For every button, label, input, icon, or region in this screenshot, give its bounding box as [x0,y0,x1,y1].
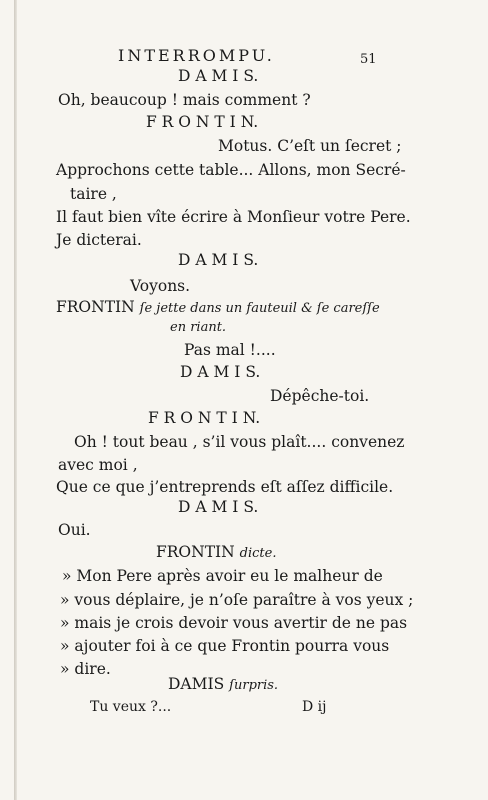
dialogue-line: Dépêche-toi. [270,387,370,405]
speaker-damis: D A M I S. [178,67,259,85]
speaker-damis: D A M I S. [180,363,261,381]
running-title: INTERROMPU. [118,46,275,65]
dialogue-line: Il faut bien vîte écrire à Monſieur votre Pere. [56,208,411,226]
dialogue-line: avec moi , [58,456,138,474]
dialogue-line: Que ce que j’entreprends eſt aſſez difficile. [56,478,394,496]
speaker-damis: DAMIS [168,675,225,693]
dialogue-line: Tu veux ?... [90,699,172,715]
dialogue-line: Pas mal !.... [184,341,276,359]
stage-direction [168,674,278,696]
page-number: 51 [360,52,377,67]
stage-direction-text: ſurpris. [229,678,279,693]
dialogue-line: taire , [70,185,117,203]
dialogue-line: Oh ! tout beau , s’il vous plaît.... convenez [74,433,405,451]
quoted-line: » dire. [60,660,111,678]
stage-direction [156,542,276,564]
speaker-damis: D A M I S. [178,251,259,269]
speaker-frontin: FRONTIN [156,543,235,561]
quoted-line: » Mon Pere après avoir eu le malheur de [62,567,383,585]
stage-direction [56,297,380,319]
quoted-line: » ajouter foi à ce que Frontin pourra vous [60,637,390,655]
dialogue-line: Je dicterai. [56,231,142,249]
quoted-line: » mais je crois devoir vous avertir de ne pas [60,614,408,632]
speaker-frontin: F R O N T I N. [148,409,261,427]
dialogue-line: Approchons cette table... Allons, mon Secré- [56,161,406,179]
dialogue-line: Oui. [58,521,91,539]
speaker-frontin: FRONTIN [56,298,135,316]
speaker-damis: D A M I S. [178,498,259,516]
signature-mark: D ij [302,699,327,715]
stage-direction-text: en riant. [170,320,227,335]
quoted-line: » vous déplaire, je n’oſe paraître à vos yeux ; [60,591,414,609]
page-gutter [14,0,17,800]
speaker-frontin: F R O N T I N. [146,113,259,131]
stage-direction-text: ſe jette dans un fauteuil & ſe careſſe [139,301,380,316]
dialogue-line: Voyons. [130,277,191,295]
dialogue-line: Motus. C’eſt un ſecret ; [218,137,402,155]
stage-direction-text: dicte. [239,546,277,561]
dialogue-line: Oh, beaucoup ! mais comment ? [58,91,311,109]
